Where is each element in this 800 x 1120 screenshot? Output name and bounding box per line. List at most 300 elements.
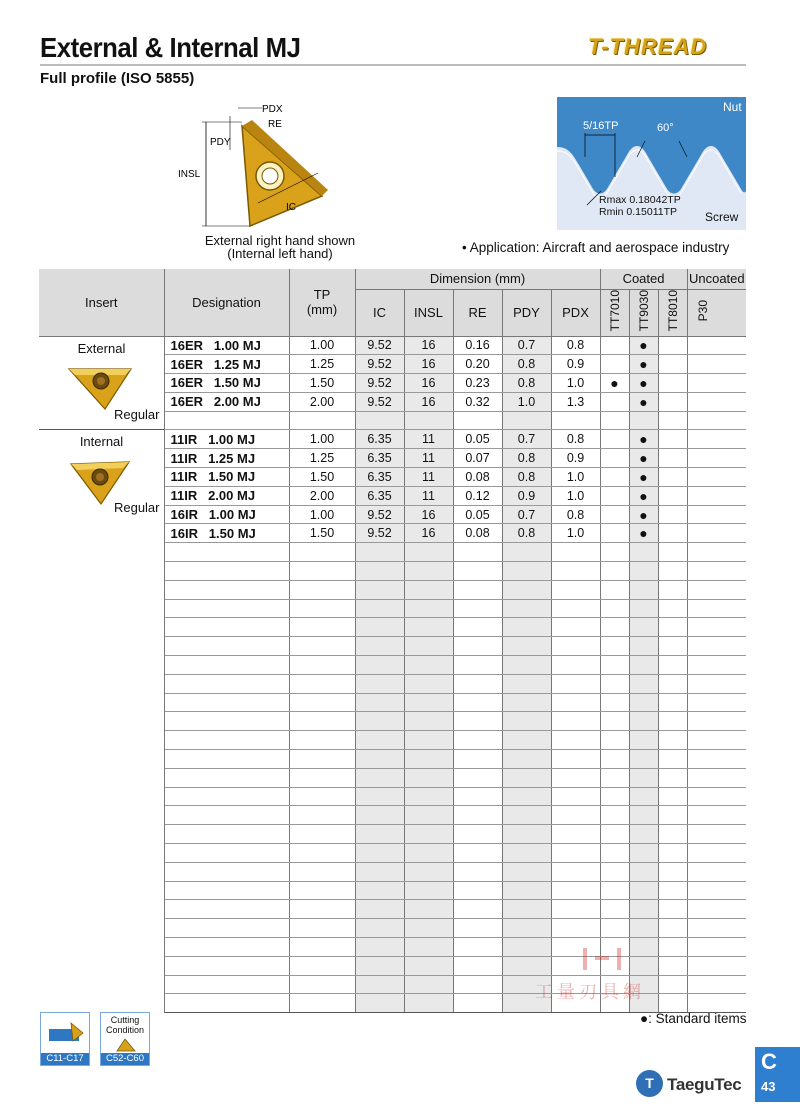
grade-availability-cell bbox=[629, 656, 658, 675]
pdy-cell bbox=[502, 599, 551, 618]
cutting-condition-title: Cutting Condition bbox=[105, 1015, 145, 1035]
insl-cell bbox=[404, 938, 453, 957]
insl-cell bbox=[404, 543, 453, 562]
ic-cell: 9.52 bbox=[355, 336, 404, 355]
designation-cell: 11IR 1.25 MJ bbox=[164, 449, 289, 468]
grade-availability-cell bbox=[687, 768, 746, 787]
tp-cell bbox=[289, 637, 355, 656]
re-cell bbox=[453, 787, 502, 806]
tp-header-label: TP bbox=[313, 287, 331, 303]
designation-cell bbox=[164, 712, 289, 731]
application-note: • Application: Aircraft and aerospace industry bbox=[462, 240, 730, 255]
pdy-cell bbox=[502, 900, 551, 919]
pdx-cell bbox=[551, 731, 600, 750]
grade-availability-cell bbox=[687, 336, 746, 355]
insert-empty-cell bbox=[39, 994, 164, 1013]
pdx-cell bbox=[551, 881, 600, 900]
insl-cell: 16 bbox=[404, 392, 453, 411]
tp-cell bbox=[289, 768, 355, 787]
designation-cell bbox=[164, 994, 289, 1013]
tp-cell bbox=[289, 806, 355, 825]
ic-cell bbox=[355, 844, 404, 863]
designation-cell bbox=[164, 693, 289, 712]
pdy-cell bbox=[502, 411, 551, 430]
pdy-cell: 0.7 bbox=[502, 336, 551, 355]
insl-header: INSL bbox=[404, 289, 453, 336]
pdx-cell: 0.8 bbox=[551, 430, 600, 449]
insert-empty-cell bbox=[39, 787, 164, 806]
designation-cell bbox=[164, 656, 289, 675]
watermark bbox=[535, 944, 675, 1004]
nut-label: Nut bbox=[723, 100, 742, 114]
designation-cell bbox=[164, 938, 289, 957]
grade-availability-cell bbox=[600, 524, 629, 543]
availability-dot: ● bbox=[639, 468, 648, 485]
tp-cell bbox=[289, 881, 355, 900]
re-cell: 0.05 bbox=[453, 430, 502, 449]
ic-cell: 9.52 bbox=[355, 524, 404, 543]
ic-cell bbox=[355, 580, 404, 599]
grade-availability-cell bbox=[687, 862, 746, 881]
insert-empty-cell bbox=[39, 562, 164, 581]
pdx-cell bbox=[551, 599, 600, 618]
availability-dot: ● bbox=[639, 393, 648, 410]
ic-cell bbox=[355, 975, 404, 994]
grade-availability-cell bbox=[658, 355, 687, 374]
insl-cell bbox=[404, 806, 453, 825]
tp-cell bbox=[289, 900, 355, 919]
ic-cell: 9.52 bbox=[355, 392, 404, 411]
grade-availability-cell bbox=[687, 374, 746, 393]
insl-cell bbox=[404, 787, 453, 806]
pdx-cell: 0.9 bbox=[551, 355, 600, 374]
re-cell bbox=[453, 693, 502, 712]
ic-cell: 9.52 bbox=[355, 355, 404, 374]
insert-empty-cell bbox=[39, 806, 164, 825]
pdy-cell: 0.8 bbox=[502, 374, 551, 393]
pdy-cell bbox=[502, 543, 551, 562]
grade-availability-cell bbox=[687, 468, 746, 487]
re-cell bbox=[453, 750, 502, 769]
caption-line-1: External right hand shown bbox=[204, 233, 356, 248]
page-title: External & Internal MJ bbox=[40, 32, 301, 63]
table-row bbox=[39, 881, 746, 900]
insert-empty-cell bbox=[39, 693, 164, 712]
ic-cell bbox=[355, 787, 404, 806]
pdy-cell bbox=[502, 618, 551, 637]
grade-availability-cell bbox=[658, 806, 687, 825]
toolholder-ref-label: C11-C17 bbox=[41, 1053, 89, 1065]
pdx-cell bbox=[551, 656, 600, 675]
grade-availability-cell bbox=[658, 580, 687, 599]
availability-dot: ● bbox=[639, 337, 648, 354]
pdy-cell bbox=[502, 787, 551, 806]
grade-availability-cell bbox=[629, 562, 658, 581]
rmin-label: Rmin 0.15011TP bbox=[599, 206, 678, 218]
designation-cell: 16ER 1.00 MJ bbox=[164, 336, 289, 355]
tp-cell: 1.50 bbox=[289, 468, 355, 487]
ic-cell: 6.35 bbox=[355, 430, 404, 449]
grade-availability-cell bbox=[629, 486, 658, 505]
pdx-cell: 1.3 bbox=[551, 392, 600, 411]
insl-cell: 16 bbox=[404, 336, 453, 355]
insert-empty-cell bbox=[39, 656, 164, 675]
ic-cell: 9.52 bbox=[355, 505, 404, 524]
grade-availability-cell bbox=[629, 768, 658, 787]
availability-dot: ● bbox=[639, 506, 648, 523]
ic-cell bbox=[355, 938, 404, 957]
insl-cell bbox=[404, 562, 453, 581]
ic-cell bbox=[355, 900, 404, 919]
tp-cell: 1.00 bbox=[289, 430, 355, 449]
insert-empty-cell bbox=[39, 768, 164, 787]
grade-availability-cell bbox=[658, 486, 687, 505]
grade-availability-cell bbox=[658, 674, 687, 693]
tp-cell bbox=[289, 712, 355, 731]
grade-tt7010-header bbox=[600, 289, 629, 336]
insl-cell bbox=[404, 411, 453, 430]
grade-availability-cell bbox=[629, 881, 658, 900]
pdy-cell: 0.9 bbox=[502, 486, 551, 505]
tp-cell bbox=[289, 787, 355, 806]
grade-availability-cell bbox=[658, 599, 687, 618]
re-cell bbox=[453, 825, 502, 844]
ic-cell bbox=[355, 919, 404, 938]
tp-cell bbox=[289, 844, 355, 863]
grade-tt8010-header bbox=[658, 289, 687, 336]
pdy-cell: 0.8 bbox=[502, 468, 551, 487]
grade-availability-cell bbox=[629, 543, 658, 562]
grade-availability-cell bbox=[629, 355, 658, 374]
pdx-cell bbox=[551, 712, 600, 731]
grade-availability-cell bbox=[687, 524, 746, 543]
grade-availability-cell bbox=[687, 618, 746, 637]
grade-availability-cell bbox=[687, 900, 746, 919]
grade-availability-cell bbox=[687, 411, 746, 430]
grade-availability-cell bbox=[629, 411, 658, 430]
availability-dot: ● bbox=[639, 374, 648, 391]
insl-cell bbox=[404, 881, 453, 900]
designation-cell bbox=[164, 411, 289, 430]
toolholder-icon bbox=[47, 1019, 85, 1049]
grade-availability-cell bbox=[687, 919, 746, 938]
designation-cell bbox=[164, 731, 289, 750]
grade-availability-cell bbox=[687, 881, 746, 900]
ic-cell: 6.35 bbox=[355, 449, 404, 468]
tp-cell bbox=[289, 956, 355, 975]
grade-availability-cell bbox=[658, 392, 687, 411]
re-cell bbox=[453, 919, 502, 938]
grade-availability-cell bbox=[600, 656, 629, 675]
grade-availability-cell bbox=[658, 637, 687, 656]
product-table-body bbox=[39, 336, 746, 1013]
ic-cell bbox=[355, 693, 404, 712]
insl-cell: 16 bbox=[404, 505, 453, 524]
pdy-cell: 0.7 bbox=[502, 505, 551, 524]
insert-group-label: Internal bbox=[79, 434, 124, 450]
grade-availability-cell bbox=[629, 637, 658, 656]
re-cell: 0.16 bbox=[453, 336, 502, 355]
tp-header-unit: (mm) bbox=[306, 302, 338, 318]
pdy-cell bbox=[502, 862, 551, 881]
availability-dot: ● bbox=[639, 487, 648, 504]
grade-availability-cell bbox=[629, 750, 658, 769]
grade-availability-cell bbox=[658, 750, 687, 769]
re-header: RE bbox=[453, 289, 502, 336]
pdx-cell bbox=[551, 562, 600, 581]
pdy-cell: 1.0 bbox=[502, 392, 551, 411]
re-cell: 0.05 bbox=[453, 505, 502, 524]
insert-empty-cell bbox=[39, 712, 164, 731]
table-row bbox=[39, 825, 746, 844]
grade-availability-cell bbox=[687, 994, 746, 1013]
tp-cell bbox=[289, 580, 355, 599]
caption-line-2: (Internal left hand) bbox=[227, 246, 333, 261]
designation-cell bbox=[164, 862, 289, 881]
grade-availability-cell bbox=[658, 844, 687, 863]
grade-availability-cell bbox=[687, 975, 746, 994]
grade-availability-cell bbox=[658, 618, 687, 637]
grade-availability-cell bbox=[600, 449, 629, 468]
insert-empty-cell bbox=[39, 862, 164, 881]
rmax-label: Rmax 0.18042TP bbox=[599, 194, 681, 206]
grade-availability-cell bbox=[687, 637, 746, 656]
grade-availability-cell bbox=[658, 919, 687, 938]
grade-availability-cell bbox=[629, 731, 658, 750]
insert-group-label: External bbox=[77, 340, 126, 356]
pdx-cell bbox=[551, 580, 600, 599]
watermark-logo-icon bbox=[579, 944, 625, 974]
re-cell bbox=[453, 580, 502, 599]
title-divider bbox=[40, 64, 746, 66]
designation-cell bbox=[164, 768, 289, 787]
re-cell: 0.12 bbox=[453, 486, 502, 505]
table-row bbox=[39, 562, 746, 581]
grade-availability-cell bbox=[600, 543, 629, 562]
ic-label: IC bbox=[286, 202, 296, 213]
ic-cell bbox=[355, 731, 404, 750]
ic-cell bbox=[355, 994, 404, 1013]
table-row bbox=[39, 336, 746, 355]
pdy-cell bbox=[502, 674, 551, 693]
re-cell bbox=[453, 844, 502, 863]
grade-availability-cell bbox=[629, 787, 658, 806]
insl-cell: 11 bbox=[404, 486, 453, 505]
tp-cell bbox=[289, 994, 355, 1013]
grade-availability-cell bbox=[658, 787, 687, 806]
designation-cell bbox=[164, 975, 289, 994]
table-row bbox=[39, 750, 746, 769]
pdx-cell: 1.0 bbox=[551, 486, 600, 505]
designation-cell bbox=[164, 562, 289, 581]
insl-cell bbox=[404, 900, 453, 919]
internal-insert-icon bbox=[65, 456, 135, 506]
grade-availability-cell bbox=[629, 580, 658, 599]
designation-cell bbox=[164, 618, 289, 637]
re-cell bbox=[453, 618, 502, 637]
grade-availability-cell bbox=[629, 919, 658, 938]
table-row bbox=[39, 580, 746, 599]
pdy-cell bbox=[502, 731, 551, 750]
grade-availability-cell bbox=[600, 900, 629, 919]
grade-availability-cell bbox=[658, 881, 687, 900]
tp-cell bbox=[289, 938, 355, 957]
insert-empty-cell bbox=[39, 919, 164, 938]
pdy-cell bbox=[502, 768, 551, 787]
ic-cell: 9.52 bbox=[355, 374, 404, 393]
grade-availability-cell bbox=[687, 787, 746, 806]
grade-availability-cell bbox=[658, 430, 687, 449]
insl-cell: 11 bbox=[404, 468, 453, 487]
insert-empty-cell bbox=[39, 750, 164, 769]
grade-availability-cell bbox=[687, 505, 746, 524]
tp-cell bbox=[289, 693, 355, 712]
designation-cell bbox=[164, 787, 289, 806]
grade-availability-cell bbox=[687, 656, 746, 675]
grade-availability-cell bbox=[629, 712, 658, 731]
ic-cell bbox=[355, 411, 404, 430]
grade-availability-cell bbox=[658, 862, 687, 881]
designation-cell: 16IR 1.50 MJ bbox=[164, 524, 289, 543]
re-cell bbox=[453, 862, 502, 881]
grade-availability-cell bbox=[658, 336, 687, 355]
insl-cell bbox=[404, 580, 453, 599]
ic-cell bbox=[355, 618, 404, 637]
grade-availability-cell bbox=[687, 562, 746, 581]
insl-cell bbox=[404, 637, 453, 656]
table-row bbox=[39, 806, 746, 825]
table-row bbox=[39, 618, 746, 637]
taegutec-name: TaeguTec bbox=[667, 1075, 742, 1094]
insl-cell bbox=[404, 693, 453, 712]
table-row bbox=[39, 712, 746, 731]
grade-availability-cell bbox=[600, 392, 629, 411]
insl-cell bbox=[404, 975, 453, 994]
ic-cell bbox=[355, 712, 404, 731]
grade-availability-cell bbox=[687, 543, 746, 562]
pdy-cell: 0.8 bbox=[502, 449, 551, 468]
tp-cell: 2.00 bbox=[289, 486, 355, 505]
standard-items-legend: ●: Standard items bbox=[640, 1011, 747, 1026]
taegutec-mark-icon: T bbox=[636, 1070, 663, 1097]
insert-empty-cell bbox=[39, 844, 164, 863]
tp-cell bbox=[289, 731, 355, 750]
grade-availability-cell bbox=[600, 750, 629, 769]
cutting-condition-reference[interactable] bbox=[100, 1012, 150, 1066]
insl-cell bbox=[404, 768, 453, 787]
insert-internal-cell bbox=[39, 430, 164, 543]
grade-availability-cell bbox=[687, 693, 746, 712]
grade-availability-cell bbox=[600, 825, 629, 844]
tp-cell bbox=[289, 825, 355, 844]
ic-cell bbox=[355, 956, 404, 975]
designation-cell bbox=[164, 637, 289, 656]
pdy-cell: 0.8 bbox=[502, 524, 551, 543]
grade-availability-cell bbox=[600, 580, 629, 599]
re-cell bbox=[453, 881, 502, 900]
designation-cell bbox=[164, 580, 289, 599]
re-cell bbox=[453, 543, 502, 562]
tp-cell bbox=[289, 656, 355, 675]
grade-availability-cell bbox=[658, 411, 687, 430]
pdy-label: PDY bbox=[210, 137, 231, 148]
insl-cell bbox=[404, 750, 453, 769]
designation-cell: 16IR 1.00 MJ bbox=[164, 505, 289, 524]
designation-cell bbox=[164, 806, 289, 825]
insert-empty-cell bbox=[39, 580, 164, 599]
toolholder-reference[interactable] bbox=[40, 1012, 90, 1066]
pdy-cell bbox=[502, 750, 551, 769]
tp-cell bbox=[289, 562, 355, 581]
grade-availability-cell bbox=[658, 449, 687, 468]
pdx-cell bbox=[551, 693, 600, 712]
pdy-cell: 0.7 bbox=[502, 430, 551, 449]
designation-cell: 11IR 1.00 MJ bbox=[164, 430, 289, 449]
grade-availability-cell bbox=[600, 637, 629, 656]
insert-geometry-diagram bbox=[170, 98, 370, 238]
grade-tt9030-header bbox=[629, 289, 658, 336]
pdx-cell bbox=[551, 768, 600, 787]
pdy-cell bbox=[502, 881, 551, 900]
grade-availability-cell bbox=[658, 505, 687, 524]
tp-cell bbox=[289, 862, 355, 881]
grade-availability-cell bbox=[600, 336, 629, 355]
grade-availability-cell bbox=[687, 486, 746, 505]
designation-cell bbox=[164, 674, 289, 693]
ic-cell bbox=[355, 881, 404, 900]
table-row bbox=[39, 862, 746, 881]
tp-cell: 1.00 bbox=[289, 505, 355, 524]
pdx-cell bbox=[551, 750, 600, 769]
ic-cell bbox=[355, 750, 404, 769]
grade-availability-cell bbox=[600, 411, 629, 430]
re-cell: 0.32 bbox=[453, 392, 502, 411]
grade-availability-cell bbox=[600, 731, 629, 750]
grade-availability-cell bbox=[658, 825, 687, 844]
re-cell: 0.23 bbox=[453, 374, 502, 393]
grade-availability-cell bbox=[687, 674, 746, 693]
grade-availability-cell bbox=[629, 449, 658, 468]
pdy-cell bbox=[502, 806, 551, 825]
pdy-cell bbox=[502, 693, 551, 712]
section-tab[interactable] bbox=[755, 1047, 800, 1102]
availability-dot: ● bbox=[610, 374, 619, 391]
grade-availability-cell bbox=[658, 731, 687, 750]
external-insert-icon bbox=[65, 363, 135, 413]
grade-availability-cell bbox=[629, 336, 658, 355]
grade-tt9030-label: TT9030 bbox=[636, 290, 651, 332]
pdx-cell bbox=[551, 862, 600, 881]
grade-availability-cell bbox=[629, 505, 658, 524]
insl-cell: 16 bbox=[404, 355, 453, 374]
tp-cell: 1.50 bbox=[289, 524, 355, 543]
grade-availability-cell bbox=[629, 599, 658, 618]
pdy-cell bbox=[502, 844, 551, 863]
grade-availability-cell bbox=[600, 806, 629, 825]
table-row bbox=[39, 674, 746, 693]
re-cell bbox=[453, 637, 502, 656]
designation-cell bbox=[164, 750, 289, 769]
grade-availability-cell bbox=[687, 844, 746, 863]
grade-availability-cell bbox=[600, 562, 629, 581]
re-cell bbox=[453, 975, 502, 994]
pdx-cell bbox=[551, 787, 600, 806]
grade-availability-cell bbox=[600, 374, 629, 393]
tp-cell: 1.25 bbox=[289, 449, 355, 468]
insl-cell bbox=[404, 731, 453, 750]
insert-empty-cell bbox=[39, 938, 164, 957]
table-row bbox=[39, 787, 746, 806]
